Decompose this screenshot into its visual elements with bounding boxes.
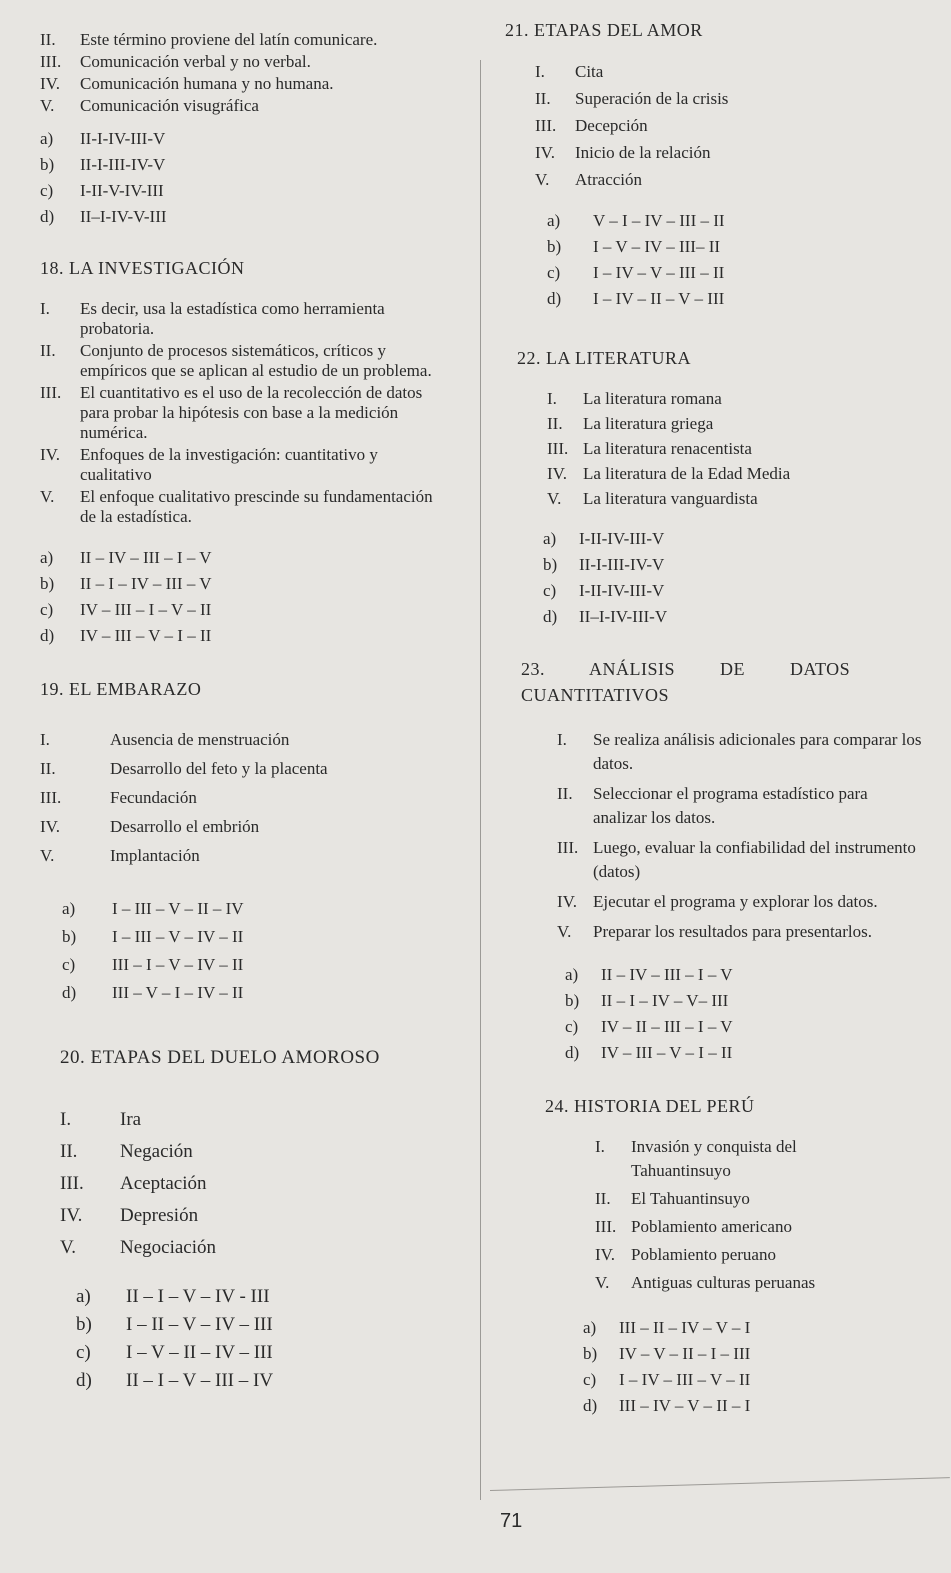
premise: II. El Tahuantinsuyo [595,1189,750,1208]
premise: V. Preparar los resultados para presentarlos. [557,922,872,941]
premise: V. Implantación [40,846,200,865]
question-title: 23. ANÁLISIS DE DATOS CUANTITATIVOS [521,659,851,705]
option-a[interactable]: a) II – IV – III – I – V [40,548,212,567]
option-d[interactable]: d) II – I – V – III – IV [76,1370,274,1391]
premise: II. Este término proviene del latín comunicare. [40,30,378,49]
premise: V. Comunicación visugráfica [40,96,259,115]
question-17-continued [40,30,450,230]
option-b[interactable]: b) I – III – V – IV – II [62,927,244,946]
option-b[interactable]: b) I – V – IV – III– II [547,237,721,256]
premise: III. Decepción [535,116,648,135]
option-b[interactable]: b) I – II – V – IV – III [76,1314,273,1335]
option-a[interactable]: a) I – III – V – II – IV [62,899,244,918]
premise: IV. Enfoques de la investigación: cuantitativo y cualitativo [40,445,378,484]
option-c[interactable]: c) IV – II – III – I – V [565,1017,733,1036]
premise: V. Atracción [535,170,643,189]
option-c[interactable]: c) IV – III – I – V – II [40,600,212,619]
question-21 [505,20,925,312]
premise: II. Conjunto de procesos sistemáticos, críticos y empíricos que se aplican al estudio de un problema. [40,341,432,380]
premise: II. Desarrollo del feto y la placenta [40,759,328,778]
option-list [547,208,925,312]
option-b[interactable]: b) IV – V – II – I – III [583,1344,751,1363]
option-list [40,126,450,230]
question-title: 18. LA INVESTIGACIÓN [40,258,245,278]
option-list [543,526,925,630]
premise-list [60,1105,450,1263]
premise-list [40,299,450,527]
question-title: 21. ETAPAS DEL AMOR [505,20,703,40]
premise: IV. Desarrollo el embrión [40,817,260,836]
question-19 [40,679,450,1007]
premise: V. Antiguas culturas peruanas [595,1273,816,1292]
premise: IV. La literatura de la Edad Media [547,464,791,483]
option-b[interactable]: b) II – I – IV – V– III [565,991,729,1010]
option-a[interactable]: a) III – II – IV – V – I [583,1318,751,1337]
premise: V. Negociación [60,1237,217,1258]
option-b[interactable]: b) II-I-III-IV-V [40,155,166,174]
option-list [583,1315,925,1419]
premise: II. Seleccionar el programa estadístico para analizar los datos. [557,784,868,827]
option-d[interactable]: d) IV – III – V – I – II [40,626,212,645]
option-d[interactable]: d) II–I-IV-V-III [40,207,167,226]
column-divider [480,60,481,1500]
option-a[interactable]: a) II-I-IV-III-V [40,129,166,148]
premise-list [557,728,925,944]
option-list [62,895,450,1007]
premise: IV. Inicio de la relación [535,143,711,162]
question-23 [521,656,925,1066]
premise: IV. Ejecutar el programa y explorar los datos. [557,892,878,911]
premise-list [535,59,925,192]
premise-list [40,726,450,869]
premise: I. Se realiza análisis adicionales para comparar los datos. [557,730,922,773]
option-c[interactable]: c) I – IV – V – III – II [547,263,725,282]
option-b[interactable]: b) II – I – IV – III – V [40,574,212,593]
premise: I. Ausencia de menstruación [40,730,290,749]
option-d[interactable]: d) III – V – I – IV – II [62,983,244,1002]
option-d[interactable]: d) I – IV – II – V – III [547,289,725,308]
question-title: 19. EL EMBARAZO [40,679,202,699]
premise: II. La literatura griega [547,414,714,433]
premise: IV. Depresión [60,1205,199,1226]
premise: V. El enfoque cualitativo prescinde su fundamentación de la estadística. [40,487,433,526]
premise-list [595,1135,885,1295]
option-b[interactable]: b) II-I-III-IV-V [543,555,665,574]
premise-list [547,387,925,510]
question-18 [40,258,450,649]
option-a[interactable]: a) I-II-IV-III-V [543,529,665,548]
premise-list [40,30,450,116]
premise: II. Negación [60,1141,193,1162]
question-title: 22. LA LITERATURA [517,348,691,368]
premise: III. Comunicación verbal y no verbal. [40,52,311,71]
option-c[interactable]: c) I-II-IV-III-V [543,581,665,600]
option-c[interactable]: c) III – I – V – IV – II [62,955,244,974]
option-a[interactable]: a) II – IV – III – I – V [565,965,733,984]
question-title: 20. ETAPAS DEL DUELO AMOROSO [60,1047,380,1068]
premise: I. Es decir, usa la estadística como herramienta probatoria. [40,299,385,338]
option-d[interactable]: d) IV – III – V – I – II [565,1043,733,1062]
premise: III. Fecundación [40,788,197,807]
premise: I. La literatura romana [547,389,722,408]
premise: II. Superación de la crisis [535,89,729,108]
option-c[interactable]: c) I – V – II – IV – III [76,1342,273,1363]
premise: IV. Comunicación humana y no humana. [40,74,334,93]
question-title: 24. HISTORIA DEL PERÚ [545,1096,755,1116]
option-a[interactable]: a) V – I – IV – III – II [547,211,725,230]
premise: I. Cita [535,62,604,81]
right-column [505,20,925,1419]
question-22 [517,348,925,630]
question-24 [545,1096,925,1419]
premise: III. Aceptación [60,1173,207,1194]
option-list [565,962,925,1066]
premise: III. Luego, evaluar la confiabilidad del instrumento (datos) [557,838,916,881]
option-c[interactable]: c) I-II-V-IV-III [40,181,164,200]
option-c[interactable]: c) I – IV – III – V – II [583,1370,751,1389]
premise: III. Poblamiento americano [595,1217,792,1236]
premise: V. La literatura vanguardista [547,489,758,508]
question-20 [60,1047,450,1395]
premise: IV. Poblamiento peruano [595,1245,776,1264]
footer-rule [490,1477,950,1491]
page-number: 71 [500,1510,523,1532]
option-a[interactable]: a) II – I – V – IV - III [76,1286,270,1307]
left-column [40,30,450,1395]
premise: III. La literatura renacentista [547,439,752,458]
premise: III. El cuantitativo es el uso de la recolección de datos para probar la hipótesis con base a la medición numérica. [40,383,423,442]
option-d[interactable]: d) II–I-IV-III-V [543,607,668,626]
option-d[interactable]: d) III – IV – V – II – I [583,1396,751,1415]
premise: I. Ira [60,1109,142,1130]
option-list [76,1283,450,1395]
premise: I. Invasión y conquista del Tahuantinsuyo [595,1137,797,1180]
option-list [40,545,450,649]
